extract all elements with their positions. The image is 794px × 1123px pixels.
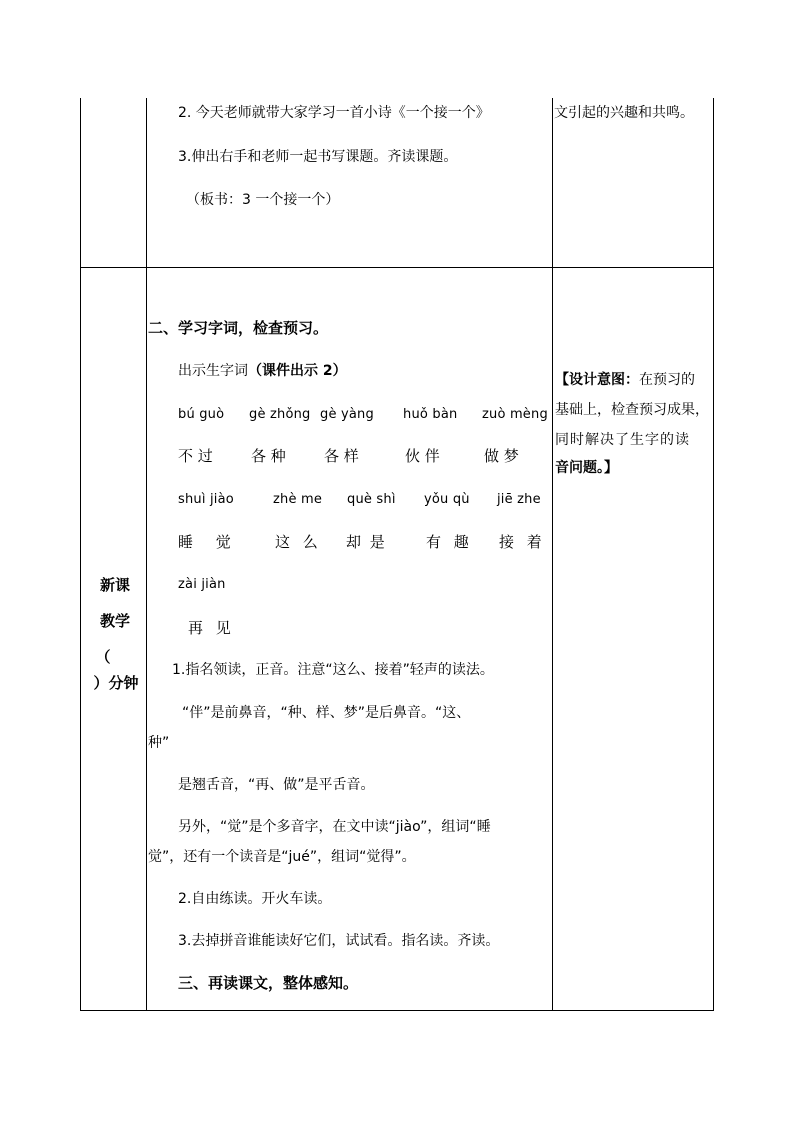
pinyin-word: yǒu qù <box>424 492 470 507</box>
design-intent-text: 在预习的 <box>639 372 695 388</box>
pinyin-word: jiē zhe <box>497 492 541 507</box>
hanzi-word: 这 么 <box>275 533 318 551</box>
table-border-left <box>80 98 81 1011</box>
pinyin-word: zài jiàn <box>178 577 226 592</box>
show-words-line <box>178 362 347 380</box>
table-border-col2 <box>552 98 553 1011</box>
intro-line-3: 3.伸出右手和老师一起书写课题。齐读课题。 <box>178 149 458 165</box>
note-polyphone-a: 另外，“觉”是个多音字，在文中读“jiào”，组词“睡 <box>178 819 491 835</box>
pinyin-word: zuò mèng <box>482 407 548 422</box>
design-intent-line-1 <box>555 367 695 394</box>
stage-label-paren: （ <box>95 648 111 666</box>
pinyin-word: bú guò <box>178 407 225 422</box>
pinyin-word: zhè me <box>273 492 323 507</box>
note-nasal-a: “伴”是前鼻音，“种、样、梦”是后鼻音。“这、 <box>182 705 471 721</box>
table-border-col1 <box>146 98 147 1011</box>
design-intent-line-2: 基础上，检查预习成果， <box>555 402 709 418</box>
note-retroflex: 是翘舌音，“再、做”是平舌音。 <box>178 777 375 793</box>
note-polyphone-b: 觉”，还有一个读音是“jué”，组词“觉得”。 <box>148 849 416 865</box>
section-heading-2: 二、学习字词，检查预习。 <box>148 319 329 337</box>
hanzi-word: 再 见 <box>188 619 231 637</box>
hanzi-word: 各 样 <box>324 447 359 465</box>
hanzi-word: 不 过 <box>178 447 213 465</box>
show-words-text: 出示生字词 <box>178 363 248 379</box>
pinyin-word: gè yàng <box>320 407 374 422</box>
pinyin-word: què shì <box>347 492 396 507</box>
design-note-top: 文引起的兴趣和共鸣。 <box>554 105 694 121</box>
hanzi-word: 睡 觉 <box>178 533 231 551</box>
blackboard-note: （板书：3 一个接一个） <box>186 192 340 208</box>
step-3: 3.去掉拼音谁能读好它们，试试看。指名读。齐读。 <box>178 933 500 949</box>
step-1: 1.指名领读，正音。注意“这么、接着”轻声的读法。 <box>172 662 494 678</box>
show-words-courseware: （课件出示 2） <box>248 363 347 379</box>
hanzi-word: 做 梦 <box>484 447 519 465</box>
hanzi-word: 各 种 <box>251 447 286 465</box>
stage-label-2: 教学 <box>99 612 130 630</box>
design-intent-title: 【设计意图： <box>555 372 639 388</box>
hanzi-word: 伙 伴 <box>405 447 440 465</box>
table-row-divider <box>80 267 714 268</box>
pinyin-word: shuì jiào <box>178 492 234 507</box>
step-2: 2.自由练读。开火车读。 <box>178 891 332 907</box>
design-intent-line-3: 同时解决了生字的读 <box>555 432 690 448</box>
hanzi-word: 有 趣 <box>426 533 469 551</box>
pinyin-word: gè zhǒng <box>249 407 311 422</box>
table-border-bottom <box>80 1010 714 1011</box>
stage-label-1: 新课 <box>99 576 130 594</box>
intro-line-2: 2. 今天老师就带大家学习一首小诗《一个接一个》 <box>178 105 490 121</box>
pinyin-word: huǒ bàn <box>403 407 458 422</box>
hanzi-word: 接 着 <box>499 533 542 551</box>
stage-label-minutes: ）分钟 <box>93 674 139 692</box>
section-heading-3: 三、再读课文，整体感知。 <box>178 974 359 992</box>
note-nasal-b: 种” <box>148 735 170 751</box>
table-border-right <box>713 98 714 1011</box>
hanzi-word: 却 是 <box>346 533 385 551</box>
design-intent-line-4: 音问题。】 <box>555 460 618 476</box>
